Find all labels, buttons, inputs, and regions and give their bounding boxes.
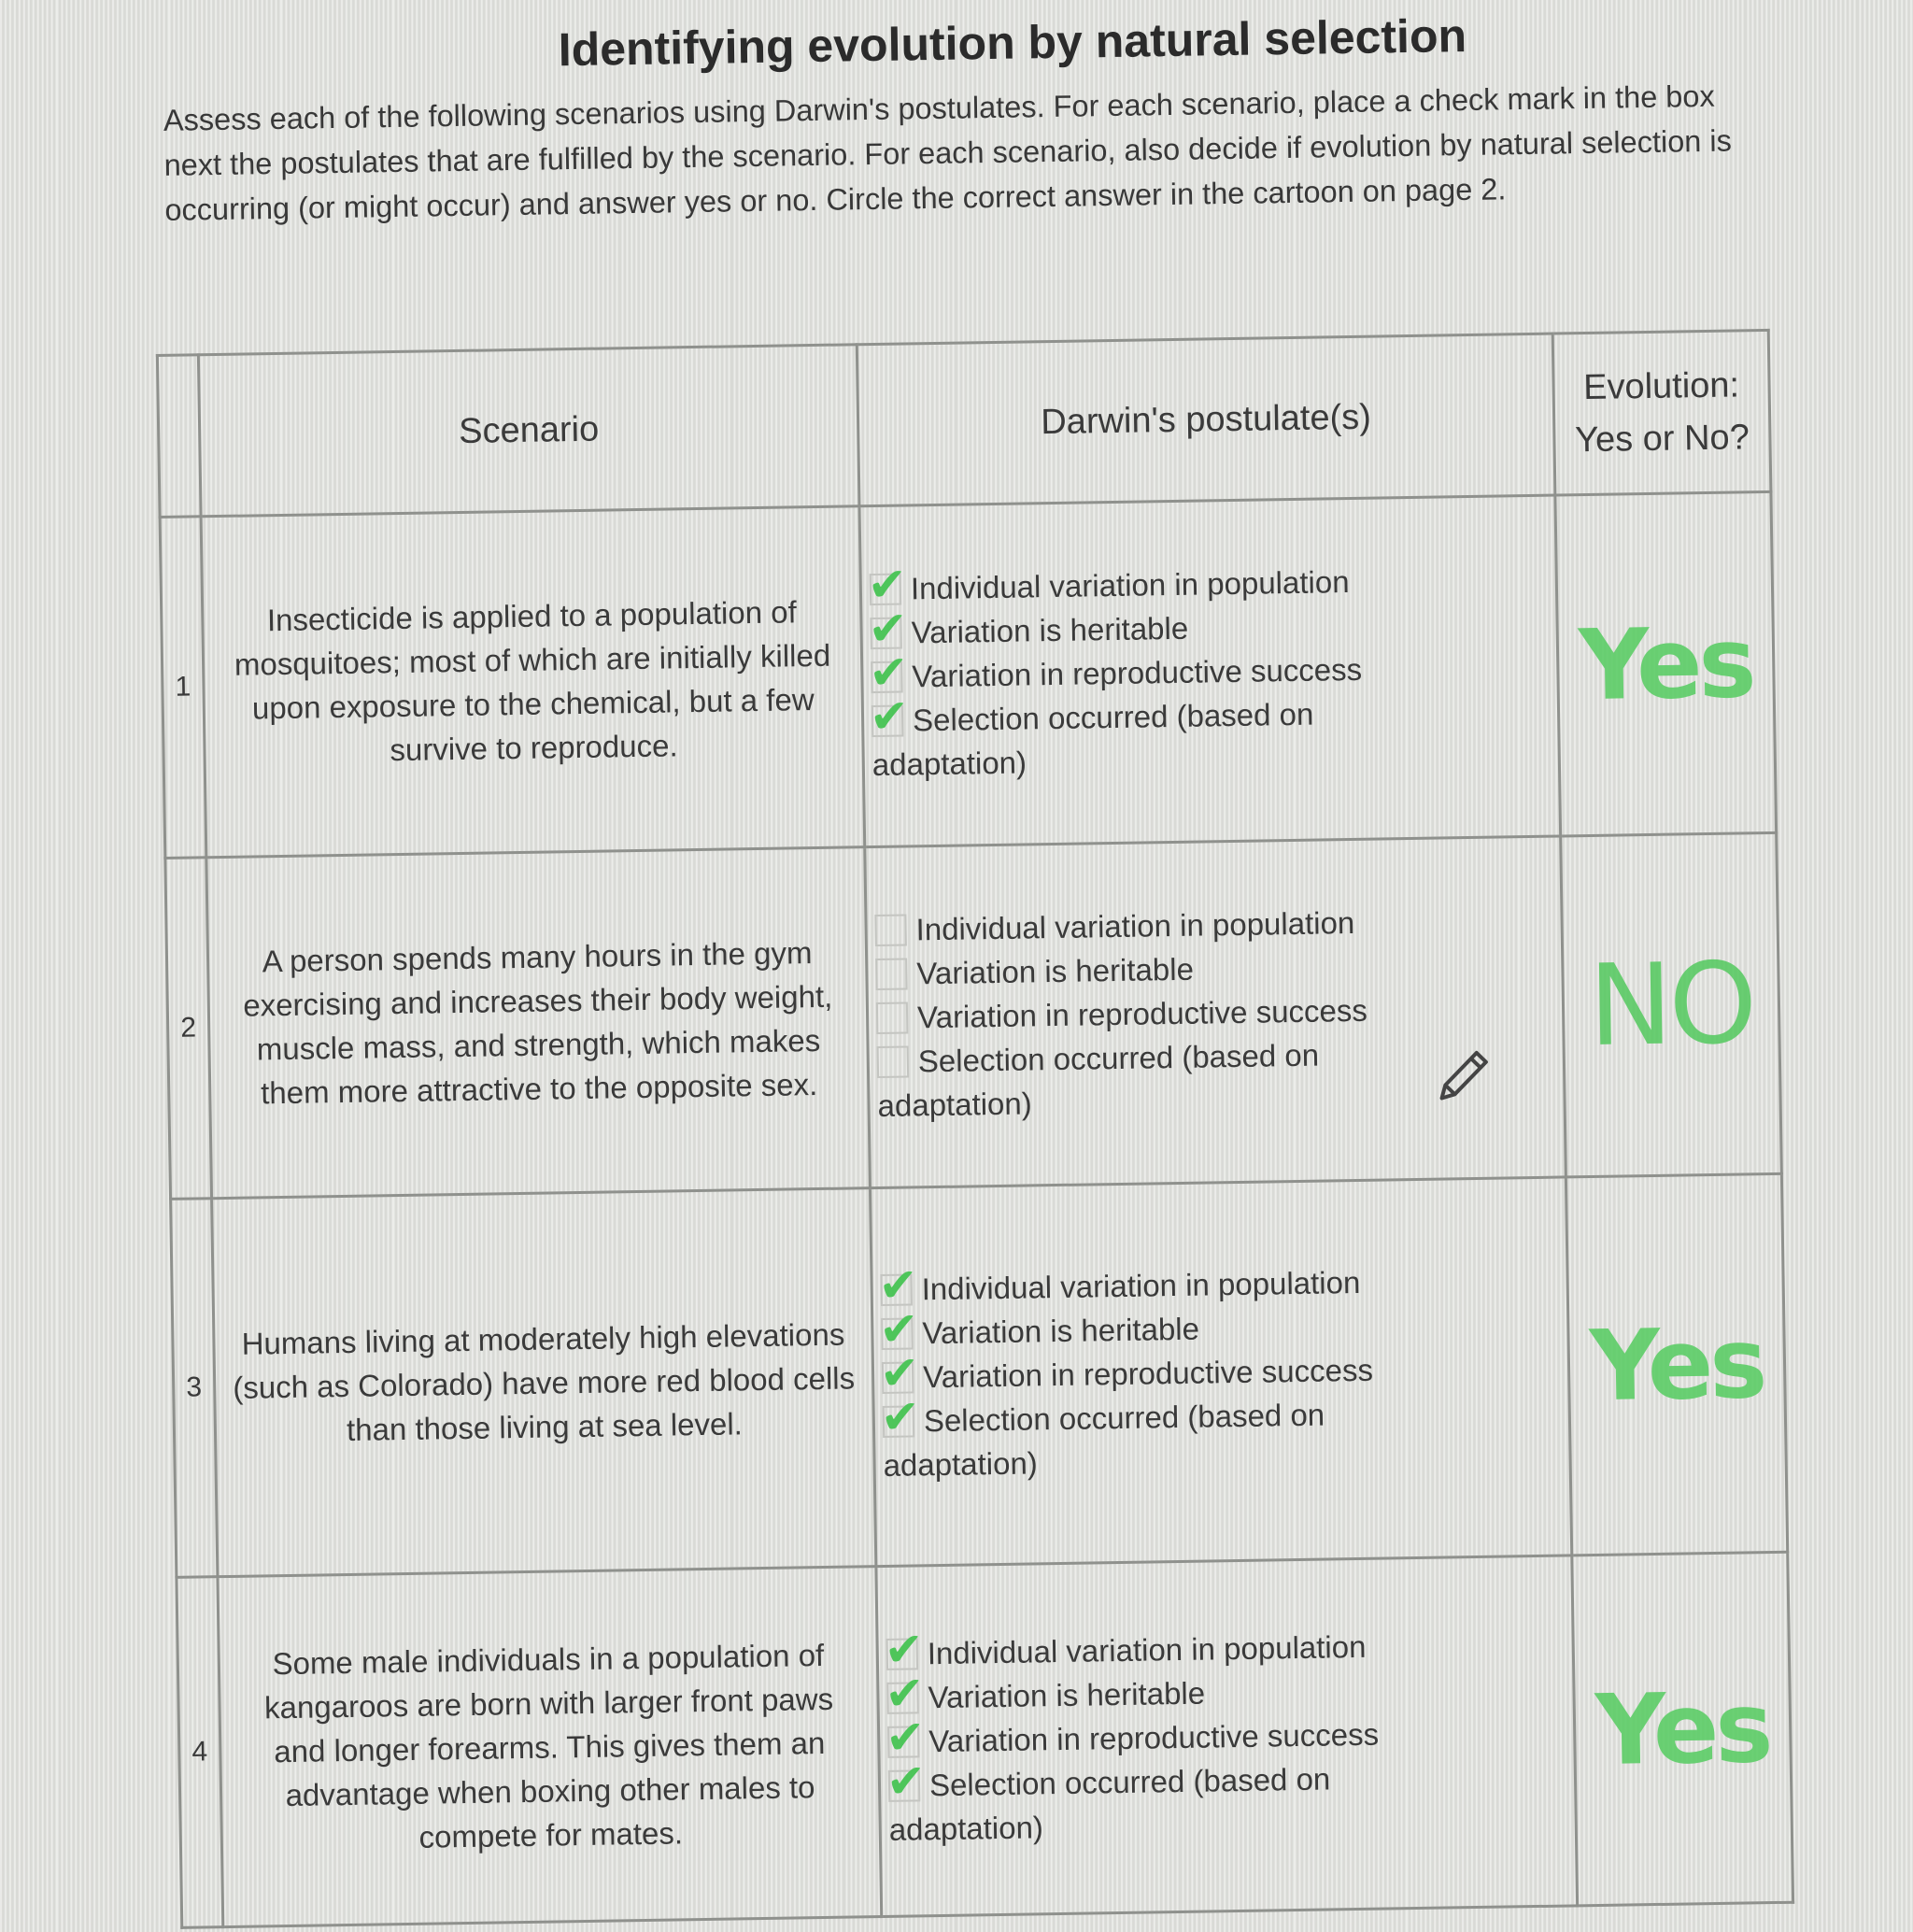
postulate-item: Individual variation in population: [915, 897, 1552, 951]
postulate-item: Variation is heritable: [916, 941, 1552, 995]
scenario-text: A person spends many hours in the gym exercising and increases their body weight, muscle mass, and strength, which makes them more attractive to the opposite sex.: [206, 847, 871, 1199]
header-num: [157, 355, 201, 518]
answer-yes: Yes: [1594, 1670, 1771, 1788]
checkmark-icon: ✔: [880, 1389, 921, 1443]
checkmark-icon: ✔: [867, 557, 908, 611]
checkmark-icon: ✔: [869, 689, 910, 743]
row-number: 4: [177, 1577, 223, 1928]
postulate-item-continuation: adaptation): [888, 1809, 1044, 1847]
pencil-icon[interactable]: [1434, 1045, 1495, 1106]
checkmark-icon: ✔: [885, 1710, 926, 1764]
postulate-item: ✔ Individual variation in population: [884, 1622, 1367, 1676]
postulate-list: [859, 495, 1561, 847]
scenario-table: [156, 329, 1794, 1929]
postulate-item: ✔ Variation in reproductive success: [868, 645, 1363, 699]
postulate-list: [870, 1177, 1571, 1567]
checkmark-icon: ✔: [886, 1754, 927, 1808]
postulate-item: ✔ Variation is heritable: [868, 601, 1189, 655]
postulate-list: [876, 1556, 1578, 1917]
postulate-item-continuation: adaptation): [877, 1085, 1032, 1123]
checkmark-icon: ✔: [878, 1257, 918, 1312]
row-number: 2: [165, 858, 212, 1200]
postulate-item: ✔ Variation in reproductive success: [879, 1345, 1374, 1399]
postulate-item: ✔ Variation in reproductive success: [885, 1710, 1380, 1764]
answer-no: NO: [1587, 938, 1755, 1072]
postulate-item: Variation in reproductive success: [917, 985, 1553, 1039]
instructions-text: Assess each of the following scenarios using Darwin's postulates. For each scenario, place a check mark in the box next the postulates that are fulfilled by the scenario. For each scenario, also decide if evolution by natural selection is occurring (or might occur) and answer yes or no. Circle the correct answer in the cartoon on page 2.: [163, 78, 1733, 227]
postulate-item: ✔ Variation is heritable: [878, 1301, 1200, 1356]
scenario-text: Some male individuals in a population of kangaroos are born with larger front paws and longer forearms. This gives them an advantage when boxing other males to compete for mates.: [218, 1567, 882, 1927]
header-scenario: Scenario: [198, 345, 859, 517]
checkmark-icon: ✔: [884, 1622, 925, 1676]
evolution-answer-cell[interactable]: [1561, 832, 1782, 1177]
evolution-answer-cell[interactable]: [1566, 1173, 1787, 1556]
row-number: 3: [171, 1199, 218, 1578]
postulate-list: [865, 836, 1566, 1188]
scenario-text: Insecticide is applied to a population of mosquitoes; most of which are initially killed upon exposure to the chemical, but a few survive to reproduce.: [201, 506, 865, 858]
table-header-row: [157, 330, 1771, 517]
postulate-item: ✔ Selection occurred (based on: [886, 1754, 1331, 1808]
answer-yes: Yes: [1588, 1306, 1765, 1424]
postulate-checkbox[interactable]: [875, 958, 908, 990]
postulate-checkbox[interactable]: [874, 914, 907, 946]
answer-yes: Yes: [1578, 605, 1754, 723]
table-row: [160, 491, 1777, 858]
checkmark-icon: ✔: [885, 1666, 925, 1720]
postulate-checkbox[interactable]: [876, 1002, 909, 1034]
postulate-item: ✔ Variation is heritable: [885, 1666, 1206, 1720]
evolution-answer-cell[interactable]: [1555, 491, 1777, 836]
row-number: 1: [160, 517, 206, 859]
page-title: Identifying evolution by natural selection: [558, 8, 1467, 77]
postulate-item: ✔ Selection occurred (based on: [880, 1389, 1325, 1443]
postulate-item-continuation: adaptation): [871, 744, 1027, 782]
header-postulates: Darwin's postulate(s): [857, 334, 1555, 506]
postulate-item: ✔ Individual variation in population: [867, 557, 1350, 611]
table-row: [177, 1552, 1793, 1927]
table-row: [165, 832, 1782, 1199]
evolution-answer-cell[interactable]: [1572, 1552, 1793, 1906]
checkmark-icon: ✔: [878, 1301, 919, 1356]
postulate-item: ✔ Individual variation in population: [878, 1257, 1361, 1312]
header-evolution: Evolution: Yes or No?: [1552, 330, 1771, 495]
table-row: [171, 1173, 1788, 1577]
postulate-item: ✔ Selection occurred (based on: [869, 689, 1314, 743]
checkmark-icon: ✔: [868, 645, 909, 699]
checkmark-icon: ✔: [868, 601, 908, 655]
postulate-item-continuation: adaptation): [883, 1444, 1039, 1483]
postulate-checkbox[interactable]: [877, 1045, 910, 1078]
postulate-item: Selection occurred (based on: [917, 1029, 1553, 1083]
checkmark-icon: ✔: [879, 1345, 920, 1399]
scenario-text: Humans living at moderately high elevations (such as Colorado) have more red blood cells than those living at sea level.: [212, 1188, 876, 1577]
